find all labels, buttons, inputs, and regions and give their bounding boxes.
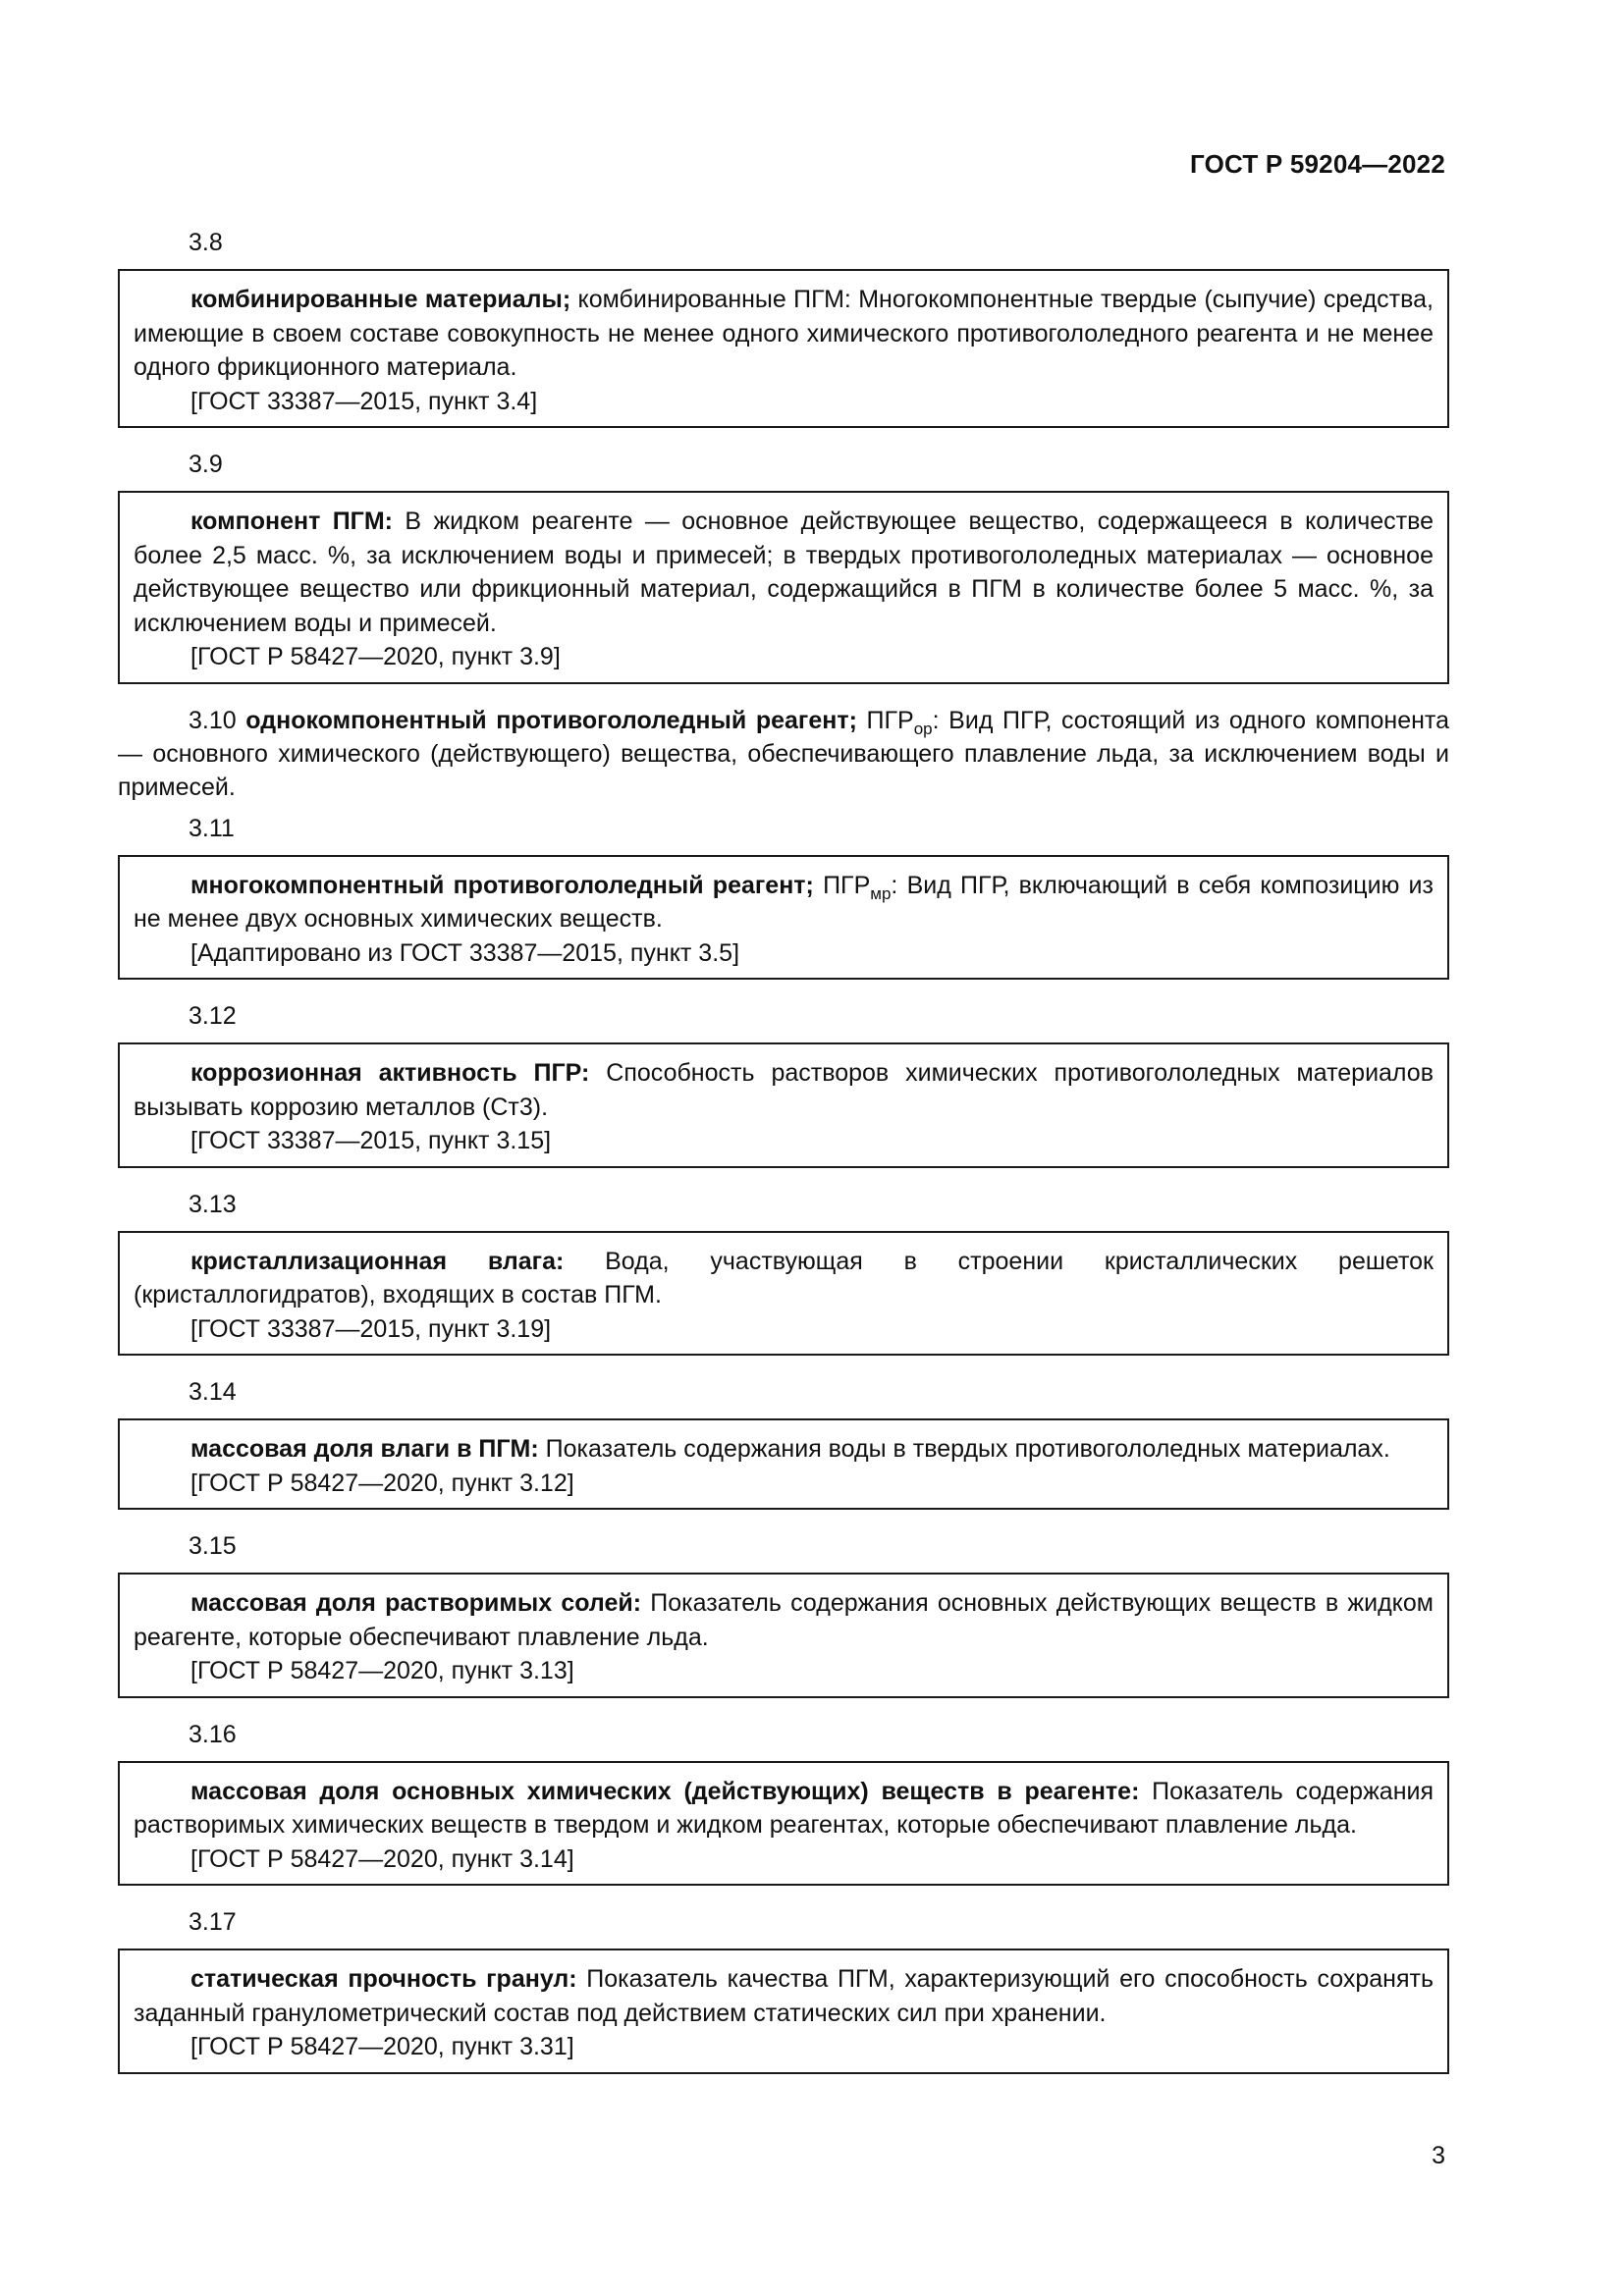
term-source: [ГОСТ 33387—2015, пункт 3.15] xyxy=(190,1127,552,1154)
term-number: 3.12 xyxy=(189,1002,237,1030)
term-abbr-subscript: ор xyxy=(913,719,933,738)
term-title: компонент ПГМ: xyxy=(190,507,394,535)
term-text: : Вид ПГР, состоящий из одного компонента — основного химического (действующего) вещества, обеспечивающего плавление льда, за исключением воды и примесей. xyxy=(118,706,1449,801)
term-title: комбинированные материалы; xyxy=(190,286,571,313)
term-number: 3.14 xyxy=(189,1378,237,1406)
term-source: [ГОСТ 33387—2015, пункт 3.19] xyxy=(190,1314,552,1343)
term-box xyxy=(118,1042,1449,1168)
term-unboxed xyxy=(118,704,1449,804)
term-box xyxy=(118,1761,1449,1887)
term-box xyxy=(118,1231,1449,1357)
term-text: Показатель содержания основных действующих веществ в жидком реагенте, которые обеспечивают плавление льда. xyxy=(134,1589,1434,1651)
term-title: массовая доля влаги в ПГМ: xyxy=(190,1435,539,1463)
term-title: статическая прочность гранул: xyxy=(190,1965,577,1993)
term-title: кристаллизационная влага: xyxy=(190,1247,565,1275)
term-source: [ГОСТ Р 58427—2020, пункт 3.13] xyxy=(190,1657,574,1684)
term-text: Показатель содержания растворимых химических веществ в твердом и жидком реагентах, которые обеспечивают плавление льда. xyxy=(134,1777,1435,1839)
term-source: [Адаптировано из ГОСТ 33387—2015, пункт 3.5] xyxy=(190,938,740,967)
term-text: Вода, участвующая в строении кристаллических решеток (кристаллогидратов), входящих в состав ПГМ. xyxy=(134,1247,1434,1308)
term-source: [ГОСТ 33387—2015, пункт 3.4] xyxy=(190,387,538,415)
term-title: массовая доля основных химических (действующих) веществ в реагенте: xyxy=(190,1777,1140,1805)
term-title: однокомпонентный противогололедный реагент; xyxy=(245,706,857,734)
term-source: [ГОСТ Р 58427—2020, пункт 3.12] xyxy=(190,1468,574,1497)
term-text: Способность растворов химических противогололедных материалов вызывать коррозию металлов (Ст3). xyxy=(134,1059,1434,1121)
term-text: В жидком реагенте — основное действующее вещество, содержащееся в количестве более 2,5 масс. %, за исключением воды и примесей; в твердых противогололедных материалах — основное действующее вещество или фрикционный материал, содержащийся в ПГМ в количестве более 5 масс. %, за исключением воды и примесей. xyxy=(134,507,1434,637)
term-text: Показатель качества ПГМ, характеризующий его способность сохранять заданный гранулометрический состав под действием статических сил при хранении. xyxy=(134,1965,1434,2027)
term-box xyxy=(118,1418,1449,1510)
terms-section xyxy=(118,226,1449,2094)
term-definition xyxy=(134,1432,1434,1467)
term-number: 3.13 xyxy=(189,1190,237,1218)
term-title: коррозионная активность ПГР: xyxy=(190,1059,590,1087)
term-text: Показатель содержания воды в твердых противогололедных материалах. xyxy=(538,1435,1390,1463)
term-text: комбинированные ПГМ: Многокомпонентные твердые (сыпучие) средства, имеющие в своем составе совокупность не менее одного химического противогололедного реагента и не менее одного фрикционного материала. xyxy=(134,286,1434,381)
term-text: : Вид ПГР, включающий в себя композицию из не менее двух основных химических веществ. xyxy=(134,871,1434,933)
term-source: [ГОСТ Р 58427—2020, пункт 3.14] xyxy=(190,1844,574,1873)
term-abbr: ПГР xyxy=(813,871,871,899)
term-title: многокомпонентный противогололедный реагент; xyxy=(190,871,814,899)
term-box xyxy=(118,1949,1449,2074)
page-number: 3 xyxy=(1432,2142,1445,2169)
term-number: 3.17 xyxy=(189,1908,237,1936)
term-box xyxy=(118,269,1449,428)
term-definition xyxy=(134,1962,1434,2030)
term-box xyxy=(118,491,1449,684)
term-number: 3.11 xyxy=(189,814,235,842)
term-definition xyxy=(134,505,1434,640)
term-source: [ГОСТ Р 58427—2020, пункт 3.9] xyxy=(190,643,561,670)
term-definition xyxy=(134,1056,1434,1124)
term-box xyxy=(118,855,1449,981)
term-definition xyxy=(134,283,1434,385)
term-source: [ГОСТ Р 58427—2020, пункт 3.31] xyxy=(190,2033,574,2060)
term-definition xyxy=(118,704,1449,804)
term-number: 3.16 xyxy=(189,1720,237,1748)
term-number: 3.9 xyxy=(189,451,223,478)
term-number: 3.15 xyxy=(189,1532,237,1560)
term-definition xyxy=(134,1775,1434,1842)
term-definition xyxy=(134,1245,1434,1312)
term-number: 3.10 xyxy=(189,706,237,734)
term-definition xyxy=(134,869,1434,936)
document-code: ГОСТ Р 59204—2022 xyxy=(1190,149,1445,179)
term-abbr-subscript: мр xyxy=(870,883,892,903)
term-box xyxy=(118,1573,1449,1698)
term-abbr: ПГР xyxy=(856,706,914,734)
term-title: массовая доля растворимых солей: xyxy=(190,1589,642,1617)
term-number: 3.8 xyxy=(189,229,223,256)
term-definition xyxy=(134,1586,1434,1654)
